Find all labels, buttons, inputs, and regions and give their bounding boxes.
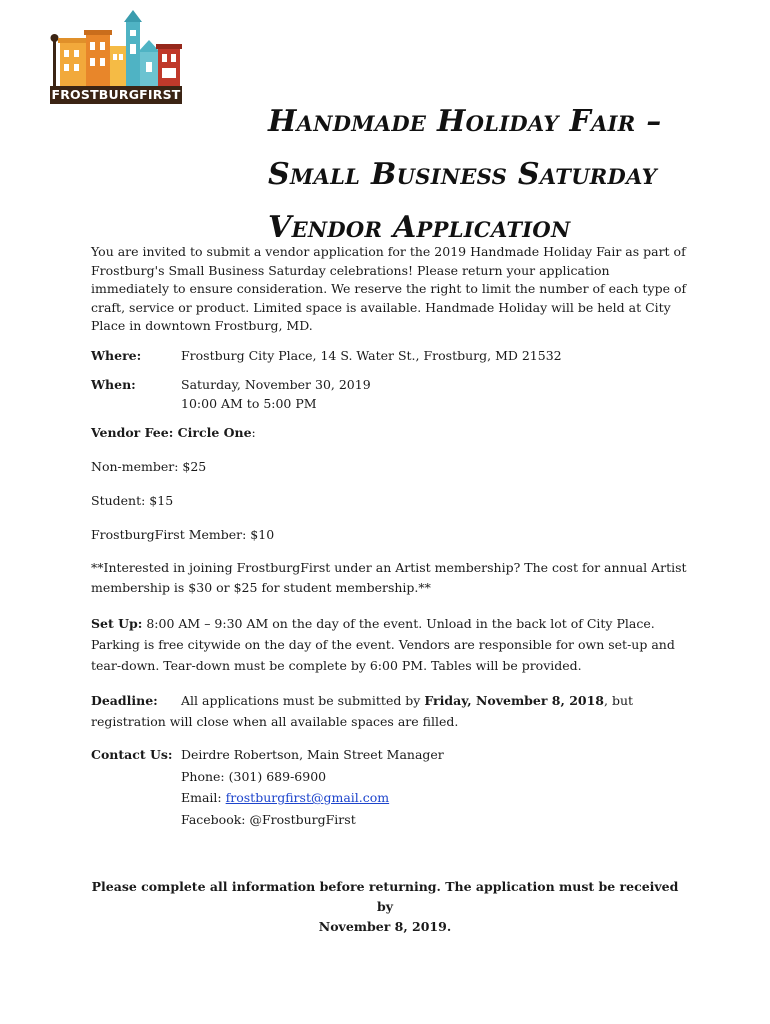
- title-line-3: Vendor Application: [268, 210, 571, 245]
- where-label: Where:: [91, 348, 142, 363]
- when-date: Saturday, November 30, 2019: [181, 377, 371, 392]
- vendor-fee-heading: [91, 423, 256, 442]
- fee-option-nonmember: Non-member: $25: [91, 459, 207, 474]
- closing-note: [91, 877, 679, 937]
- where-value: Frostburg City Place, 14 S. Water St., Frostburg, MD 21532: [181, 348, 562, 363]
- town-skyline-icon: [50, 8, 182, 88]
- intro-paragraph: You are invited to submit a vendor application for the 2019 Handmade Holiday Fair as part of Frostburg's Small Business Saturday celebrations! Please return your application immediately to ensure consideration. We reserve the right to limit the number of each type of craft, service or product. Limited space is available. Handmade Holiday will be held at City Place in downtown Frostburg, MD.: [91, 244, 687, 334]
- contact-email-label: Email:: [181, 790, 226, 805]
- title-line-1: Handmade Holiday Fair –: [268, 104, 662, 139]
- contact-name: Deirdre Robertson, Main Street Manager: [181, 747, 444, 762]
- setup-text: 8:00 AM – 9:30 AM on the day of the event. Unload in the back lot of City Place. Parking is free citywide on the day of the event. Vendors are responsible for own set-up and tear-down. Tear-down must be complete by 6:00 PM. Tables will be provided.: [91, 616, 675, 673]
- setup-label: Set Up:: [91, 616, 143, 631]
- when-label: When:: [91, 377, 136, 392]
- frostburgfirst-logo: [50, 8, 182, 104]
- deadline-paragraph: [91, 690, 691, 732]
- contact-label: Contact Us:: [91, 747, 173, 762]
- contact-phone: Phone: (301) 689-6900: [181, 768, 327, 784]
- contact-facebook: Facebook: @FrostburgFirst: [181, 811, 356, 827]
- page-title: [268, 95, 708, 254]
- closing-line-1: Please complete all information before returning. The application must be received by: [91, 879, 679, 914]
- contact-email-row: [181, 788, 389, 807]
- vendor-fee-label: Vendor Fee: Circle One: [91, 425, 252, 440]
- deadline-text-after: , but registration will close when all available spaces are filled.: [91, 693, 634, 729]
- deadline-date: Friday, November 8, 2018: [424, 693, 604, 708]
- fee-option-member: FrostburgFirst Member: $10: [91, 527, 275, 542]
- closing-line-2: November 8, 2019.: [318, 919, 452, 934]
- contact-email-link[interactable]: frostburgfirst@gmail.com: [225, 790, 390, 805]
- when-time: 10:00 AM to 5:00 PM: [181, 396, 317, 411]
- logo-wordmark: FROSTBURGFIRST: [51, 87, 181, 102]
- vendor-fee-colon: :: [251, 425, 256, 440]
- membership-note: **Interested in joining FrostburgFirst under an Artist membership? The cost for annual Artist membership is $30 or $25 for student membership.**: [91, 560, 687, 595]
- deadline-text-before: All applications must be submitted by: [181, 693, 425, 708]
- fee-option-student: Student: $15: [91, 493, 174, 508]
- deadline-label: Deadline:: [91, 693, 158, 708]
- title-line-2: Small Business Saturday: [268, 157, 657, 192]
- setup-paragraph: [91, 613, 691, 676]
